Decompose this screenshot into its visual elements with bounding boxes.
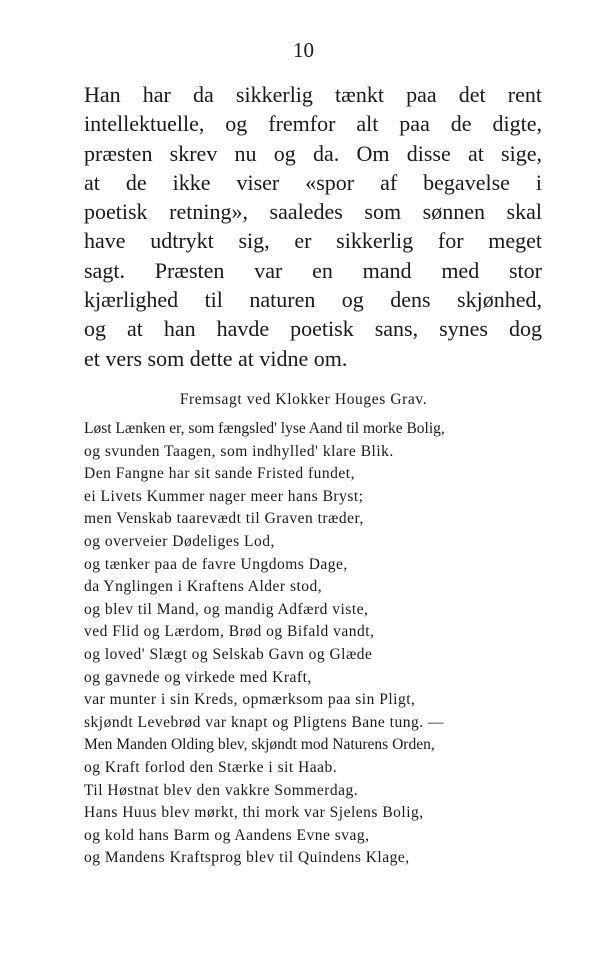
- poem-verse: ved Flid og Lærdom, Brød og Bifald vandt,: [84, 623, 375, 641]
- poem-verse: men Venskab taarevædt til Graven træder,: [84, 510, 364, 528]
- poem-verse: ei Livets Kummer nager meer hans Bryst;: [84, 487, 364, 505]
- prose-line: og at han havde poetisk sans, synes dog: [84, 316, 542, 342]
- prose-line: sagt. Præsten var en mand med stor: [84, 257, 542, 283]
- poem-verse: skjøndt Levebrød var knapt og Pligtens Bane tung. —: [84, 713, 444, 731]
- poem-verse: Løst Lænken er, som fængsled' lyse Aand til morke Bolig,: [84, 420, 445, 437]
- poem-verse: og loved' Slægt og Selskab Gavn og Glæde: [84, 645, 373, 663]
- poem-verse: og overveier Dødeliges Lod,: [84, 532, 275, 550]
- poem-verse: Til Høstnat blev den vakkre Sommerdag.: [84, 781, 359, 799]
- poem-verse: var munter i sin Kreds, opmærksom paa sin Pligt,: [84, 691, 416, 709]
- poem-verse: Hans Huus blev mørkt, thi mork var Sjelens Bolig,: [84, 804, 424, 822]
- poem-verse: og Mandens Kraftsprog blev til Quindens Klage,: [84, 849, 410, 867]
- prose-line: poetisk retning», saaledes som sønnen skal: [84, 199, 542, 225]
- poem-verse: da Ynglingen i Kraftens Alder stod,: [84, 578, 323, 596]
- poem-verse: og Kraft forlod den Stærke i sit Haab.: [84, 758, 338, 776]
- prose-line: præsten skrev nu og da. Om disse at sige,: [84, 140, 542, 166]
- prose-line: intellektuelle, og fremfor alt paa de digte,: [84, 111, 542, 137]
- poem-title: Fremsagt ved Klokker Houges Grav.: [179, 391, 428, 408]
- poem-verse: Men Manden Olding blev, skjøndt mod Naturens Orden,: [84, 736, 435, 754]
- poem-verse: og tænker paa de favre Ungdoms Dage,: [84, 555, 348, 573]
- prose-line: et vers som dette at vidne om.: [84, 345, 348, 371]
- poem-verse: og gavnede og virkede med Kraft,: [84, 668, 312, 686]
- poem-verse: og blev til Mand, og mandig Adfærd viste,: [84, 600, 369, 618]
- poem-verse: og kold hans Barm og Aandens Evne svag,: [84, 826, 370, 844]
- poem-verse: Den Fangne har sit sande Fristed fundet,: [84, 465, 355, 483]
- prose-line: kjærlighed til naturen og dens skjønhed,: [84, 287, 542, 313]
- prose-line: Han har da sikkerlig tænkt paa det rent: [84, 82, 542, 107]
- page-number: 10: [293, 38, 314, 62]
- poem-verses: [84, 418, 543, 870]
- prose-paragraph: [84, 80, 542, 373]
- prose-line: have udtrykt sig, er sikkerlig for meget: [84, 228, 542, 254]
- poem-verse: og svunden Taagen, som indhylled' klare Blik.: [84, 442, 394, 460]
- prose-line: at de ikke viser «spor af begavelse i: [84, 169, 542, 195]
